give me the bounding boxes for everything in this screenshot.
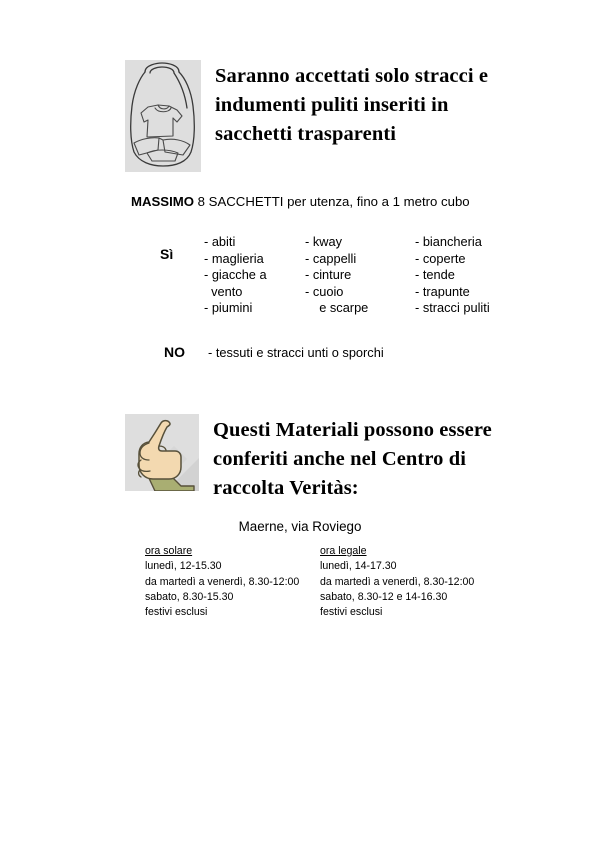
section-accepted-bags [125,60,495,172]
opening-hours-solar-title: ora solare [145,545,193,557]
accepted-items-column-2 [305,234,415,317]
list-item: - giacche a [204,267,267,282]
maximum-bags-note [131,194,470,210]
opening-hours-solar [145,544,320,620]
opening-hours-line: sabato, 8.30-12 e 14-16.30 [320,590,448,603]
list-item: - cuoio [305,283,344,299]
heading-accepted-bags: Saranno accettati solo stracci e indumenti puliti inseriti in sacchetti trasparenti [215,65,489,146]
list-item: - kway [305,234,342,249]
opening-hours-legal-title-row [320,544,485,559]
list-item: - tende [415,267,455,282]
opening-hours-line: da martedì a venerdì, 8.30-12:00 [320,575,475,588]
list-item: - maglieria [204,250,264,266]
list-item: e scarpe [305,300,369,315]
list-item: - trapunte [415,283,470,299]
opening-hours-line: lunedì, 14-17.30 [320,560,397,573]
refused-items-block [164,344,384,360]
opening-hours [145,544,485,620]
list-item: - biancheria [415,234,482,249]
heading-collection-center: Questi Materiali possono essere conferiti anche nel Centro di raccolta Veritàs: [213,419,492,500]
plastic-bag-with-clothes-icon [125,60,201,172]
opening-hours-legal [320,544,485,620]
center-address: Maerne, via Roviego [238,519,362,534]
opening-hours-line: festivi esclusi [320,606,383,618]
maximum-bags-note-rest: 8 SACCHETTI per utenza, fino a 1 metro cubo [194,194,470,209]
accepted-items-column-1 [204,234,305,317]
opening-hours-solar-title-row [145,544,320,559]
list-item: - abiti [204,234,236,249]
list-item: - stracci puliti [415,300,490,315]
opening-hours-line: festivi esclusi [145,606,208,618]
list-item: - cappelli [305,250,357,266]
accepted-items-columns [204,234,515,317]
opening-hours-line: lunedì, 12-15.30 [145,560,222,573]
accepted-items-column-3 [415,234,515,317]
section-collection-center [125,414,495,503]
list-item: - coperte [415,250,466,266]
opening-hours-line: da martedì a venerdì, 8.30-12:00 [145,575,300,588]
list-item: - piumini [204,300,253,315]
maximum-bags-note-emphasis: MASSIMO [131,194,195,209]
refused-items-text: - tessuti e stracci unti o sporchi [208,345,384,360]
refused-label: NO [164,344,185,360]
opening-hours-line: sabato, 8.30-15.30 [145,590,234,603]
thumbs-up-icon [125,414,199,491]
opening-hours-legal-title: ora legale [320,545,367,557]
accepted-items-block [160,234,515,317]
list-item: vento [204,283,243,299]
list-item: - cinture [305,267,352,282]
accepted-label: Sì [160,246,174,262]
